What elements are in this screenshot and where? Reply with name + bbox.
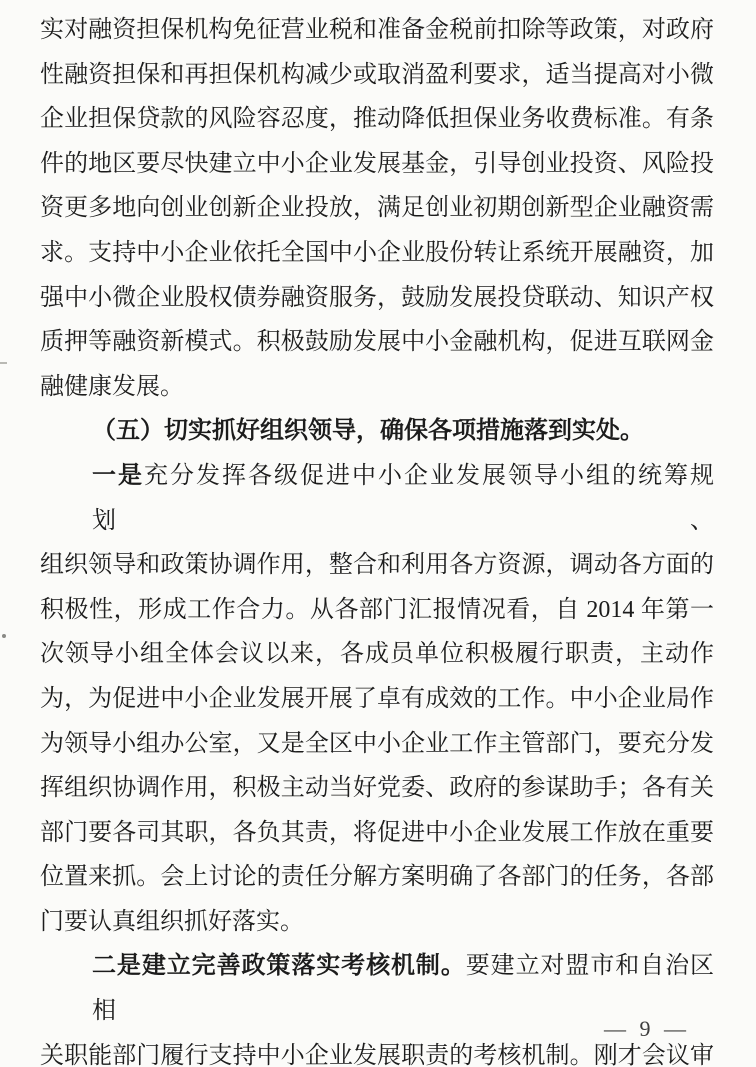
scan-speck	[0, 362, 7, 364]
text-run: 部门要各司其职，各负其责，将促进中小企业发展工作放在重要	[40, 819, 714, 846]
text-run: 组织领导和政策协调作用，整合和利用各方资源，调动各方面的	[40, 552, 714, 579]
bold-text-run: （五）切实抓好组织领导，确保各项措施落到实处。	[92, 418, 644, 445]
bold-text-run: 二是建立完善政策落实考核机制。	[92, 953, 466, 980]
text-line	[40, 677, 714, 722]
text-line	[40, 543, 714, 588]
text-line	[40, 276, 714, 321]
text-line	[40, 142, 714, 187]
text-run: 关职能部门履行支持中小企业发展职责的考核机制。刚才会议审	[40, 1042, 714, 1067]
text-line	[40, 766, 714, 811]
text-run: 求。支持中小企业依托全国中小企业股份转让系统开展融资，加	[40, 239, 714, 266]
text-line	[40, 231, 714, 276]
text-line	[40, 588, 714, 633]
text-line	[40, 454, 714, 543]
text-run: 性融资担保和再担保机构减少或取消盈利要求，适当提高对小微	[40, 61, 714, 88]
text-run: 为领导小组办公室，又是全区中小企业工作主管部门，要充分发	[40, 730, 714, 757]
text-run: 融健康发展。	[40, 373, 184, 400]
text-run: 企业担保贷款的风险容忍度，推动降低担保业务收费标准。有条	[40, 106, 714, 133]
text-line	[40, 365, 714, 410]
text-line	[40, 722, 714, 767]
text-run: 强中小微企业股权债券融资服务，鼓励发展投贷联动、知识产权	[40, 284, 714, 311]
text-line	[40, 8, 714, 53]
text-run: 门要认真组织抓好落实。	[40, 908, 304, 935]
document-text	[40, 8, 714, 1067]
text-run: 次领导小组全体会议以来，各成员单位积极履行职责，主动作	[40, 641, 714, 668]
text-line	[40, 900, 714, 945]
text-run: 要建立对盟市和自治区相	[92, 953, 714, 1025]
text-line	[40, 632, 714, 677]
text-run: 为，为促进中小企业发展开展了卓有成效的工作。中小企业局作	[40, 685, 714, 712]
text-run: 件的地区要尽快建立中小企业发展基金，引导创业投资、风险投	[40, 150, 714, 177]
text-line	[40, 811, 714, 856]
text-run: 资更多地向创业创新企业投放，满足创业初期创新型企业融资需	[40, 195, 714, 222]
text-run: 充分发挥各级促进中小企业发展领导小组的统筹规划、	[92, 462, 714, 534]
text-run: 实对融资担保机构免征营业税和准备金税前扣除等政策，对政府	[40, 17, 714, 43]
text-run: 质押等融资新模式。积极鼓励发展中小金融机构，促进互联网金	[40, 329, 714, 356]
scan-speck	[2, 634, 6, 638]
text-line	[40, 53, 714, 98]
text-line	[40, 855, 714, 900]
text-line	[40, 320, 714, 365]
text-run: 位置来抓。会上讨论的责任分解方案明确了各部门的任务，各部	[40, 864, 714, 891]
text-line	[40, 186, 714, 231]
text-run: 挥组织协调作用，积极主动当好党委、政府的参谋助手；各有关	[40, 775, 714, 802]
text-line	[40, 409, 714, 454]
text-run: 积极性，形成工作合力。从各部门汇报情况看，自 2014 年第一	[40, 596, 714, 623]
text-line	[40, 97, 714, 142]
bold-text-run: 一是	[92, 462, 144, 489]
page-number: — 9 —	[604, 1016, 690, 1041]
